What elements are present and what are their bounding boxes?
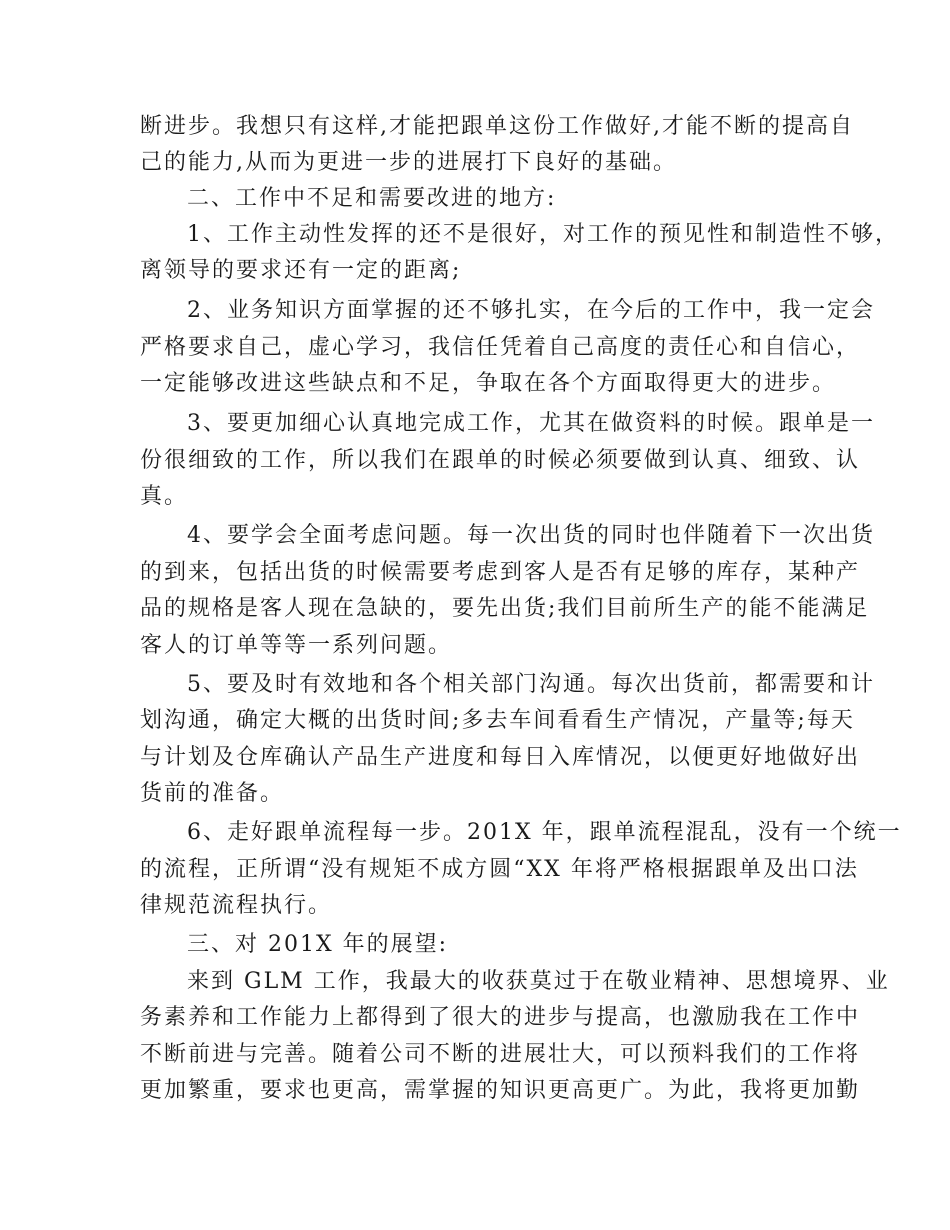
- text-line: 6、走好跟单流程每一步。201X 年，跟单流程混乱，没有一个统一: [187, 820, 902, 845]
- text-line: 己的能力,从而为更进一步的进展打下良好的基础。: [140, 150, 677, 175]
- text-line: 2、业务知识方面掌握的还不够扎实，在今后的工作中，我一定会: [187, 298, 875, 323]
- text-line: 更加繁重，要求也更高，需掌握的知识更高更广。为此，我将更加勤: [140, 1078, 861, 1103]
- text-line: 4、要学会全面考虑问题。每一次出货的同时也伴随着下一次出货: [187, 523, 875, 548]
- text-line: 品的规格是客人现在急缺的，要先出货;我们目前所生产的能不能满足: [140, 596, 870, 621]
- text-line: 的流程，正所谓“没有规矩不成方圆“XX 年将严格根据跟单及出口法: [140, 857, 859, 882]
- text-line: 务素养和工作能力上都得到了很大的进步与提高，也激励我在工作中: [140, 1005, 861, 1030]
- text-line: 离领导的要求还有一定的距离;: [140, 258, 462, 283]
- text-line: 断进步。我想只有这样,才能把跟单这份工作做好,才能不断的提高自: [140, 114, 854, 139]
- text-line: 1、工作主动性发挥的还不是很好，对工作的预见性和制造性不够，: [187, 222, 899, 247]
- text-line: 真。: [140, 484, 189, 509]
- text-line: 不断前进与完善。随着公司不断的进展壮大，可以预料我们的工作将: [140, 1042, 861, 1067]
- section-heading: 二、工作中不足和需要改进的地方:: [187, 186, 557, 211]
- text-line: 严格要求自己，虚心学习，我信任凭着自己高度的责任心和自信心，: [140, 335, 861, 360]
- text-line: 来到 GLM 工作，我最大的收获莫过于在敬业精神、思想境界、业: [187, 969, 890, 994]
- text-line: 与计划及仓库确认产品生产进度和每日入库情况，以便更好地做好出: [140, 745, 861, 770]
- text-line: 份很细致的工作，所以我们在跟单的时候必须要做到认真、细致、认: [140, 448, 861, 473]
- text-line: 5、要及时有效地和各个相关部门沟通。每次出货前，都需要和计: [187, 672, 875, 697]
- text-line: 的到来，包括出货的时候需要考虑到客人是否有足够的库存，某种产: [140, 560, 861, 585]
- section-heading: 三、对 201X 年的展望:: [187, 932, 449, 957]
- text-line: 一定能够改进这些缺点和不足，争取在各个方面取得更大的进步。: [140, 371, 837, 396]
- text-line: 货前的准备。: [140, 781, 285, 806]
- text-line: 客人的订单等等一系列问题。: [140, 633, 453, 658]
- text-line: 律规范流程执行。: [140, 893, 333, 918]
- text-line: 3、要更加细心认真地完成工作，尤其在做资料的时候。跟单是一: [187, 411, 875, 436]
- text-line: 划沟通，确定大概的出货时间;多去车间看看生产情况，产量等;每天: [140, 708, 855, 733]
